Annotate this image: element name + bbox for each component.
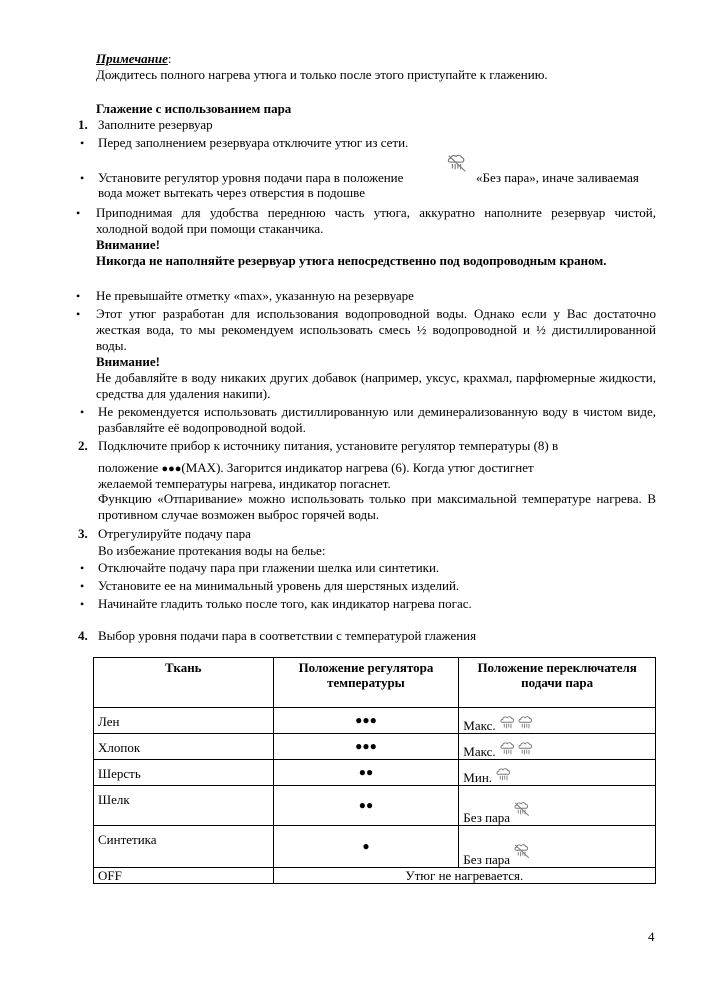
header-steam: Положение переключателя подачи пара xyxy=(459,658,656,708)
fabric-cell: Шелк xyxy=(94,786,274,826)
step-number: 3. xyxy=(78,526,88,541)
bullet: • xyxy=(76,307,81,321)
note-heading: Примечание: xyxy=(96,51,172,66)
temp-cell: ●● xyxy=(273,786,459,826)
bullet: • xyxy=(80,561,85,575)
no-steam-icon xyxy=(446,152,468,174)
step-intro: Во избежание протекания воды на белье: xyxy=(98,543,326,558)
table-row xyxy=(94,826,656,868)
step-title: Отрегулируйте подачу пара xyxy=(98,526,251,541)
bullet-text: Не превышайте отметку «max», указанную на резервуаре xyxy=(96,288,414,303)
steam-icon xyxy=(499,740,517,758)
no-steam-icon xyxy=(513,842,531,860)
bullet: • xyxy=(76,289,81,303)
bullet-text: Отключайте подачу пара при глажении шелка или синтетики. xyxy=(98,560,440,575)
warning-title: Внимание! xyxy=(96,354,160,369)
steam-cell: Без пара xyxy=(459,826,656,868)
step-text: Подключите прибор к источнику питания, установите регулятор температуры (8) в xyxy=(98,438,559,453)
warning-text: Не добавляйте в воду никаких других добавок (например, уксус, крахмал, парфюмерные жидкости, средства для удаления накипи). xyxy=(96,370,656,401)
steam-icon xyxy=(517,740,535,758)
temp-dots: ●●● xyxy=(161,463,182,475)
no-steam-icon xyxy=(513,800,531,818)
bullet-text: Установите ее на минимальный уровень для шерстяных изделий. xyxy=(98,578,460,593)
section-title: Глажение с использованием пара xyxy=(96,101,292,116)
table-header-row xyxy=(94,658,656,708)
header-fabric: Ткань xyxy=(94,658,274,708)
bullet-text: Этот утюг разработан для использования водопроводной воды. Однако если у Вас достаточно жесткая вода, то мы рекомендуем использовать смесь ½ водопроводной и ½ дистиллированной воды. xyxy=(96,306,656,353)
step-number: 4. xyxy=(78,628,88,643)
off-note: Утюг не нагревается. xyxy=(273,868,655,884)
table-row-off xyxy=(94,868,656,884)
steam-cell: Макс. xyxy=(459,708,656,734)
bullet-text: Установите регулятор уровня подачи пара в положение xyxy=(98,170,404,185)
fabric-cell: Шерсть xyxy=(94,760,274,786)
fabric-cell: Лен xyxy=(94,708,274,734)
bullet-text: Приподнимая для удобства переднюю часть утюга, аккуратно наполните резервуар чистой, холодной водой при помощи стаканчика. xyxy=(96,205,656,236)
fabric-cell: Синтетика xyxy=(94,826,274,868)
step-title: Заполните резервуар xyxy=(98,117,213,132)
steam-cell: Без пара xyxy=(459,786,656,826)
bullet: • xyxy=(80,597,85,611)
step-title: Выбор уровня подачи пара в соответствии с температурой глажения xyxy=(98,628,477,643)
fabric-cell: OFF xyxy=(94,868,274,884)
temp-cell: ●● xyxy=(273,760,459,786)
temp-cell: ●●● xyxy=(273,734,459,760)
temp-cell: ●●● xyxy=(273,708,459,734)
step-text: положение ●●●(MAX). Загорится индикатор нагрева (6). Когда утюг достигнет xyxy=(98,460,534,475)
bullet-text: Не рекомендуется использовать дистиллированную или деминерализованную воду в чистом виде, разбавляйте её водопроводной водой. xyxy=(98,404,656,435)
steam-cell: Макс. xyxy=(459,734,656,760)
table-row xyxy=(94,708,656,734)
header-temperature: Положение регулятора температуры xyxy=(273,658,459,708)
steam-settings-table xyxy=(93,657,656,884)
table-row xyxy=(94,786,656,826)
bullet-text: Перед заполнением резервуара отключите утюг из сети. xyxy=(98,135,409,150)
table-row xyxy=(94,734,656,760)
bullet-text-cont: вода может вытекать через отверстия в подошве xyxy=(98,185,365,200)
warning-title: Внимание! xyxy=(96,237,160,252)
steam-cell: Мин. xyxy=(459,760,656,786)
temp-cell: ● xyxy=(273,826,459,868)
warning-text: Никогда не наполняйте резервуар утюга непосредственно под водопроводным краном. xyxy=(96,253,607,268)
bullet: • xyxy=(80,579,85,593)
bullet: • xyxy=(80,136,85,150)
bullet: • xyxy=(80,405,85,419)
bullet: • xyxy=(80,171,85,185)
step-text: Функцию «Отпаривание» можно использовать только при максимальной температуре нагрева. В противном случае возможен выброс горячей воды. xyxy=(98,491,656,522)
note-text: Дождитесь полного нагрева утюга и только после этого приступайте к глажению. xyxy=(96,67,548,82)
bullet: • xyxy=(76,206,81,220)
steam-icon xyxy=(495,766,513,784)
steam-icon xyxy=(517,714,535,732)
table-row xyxy=(94,760,656,786)
step-number: 1. xyxy=(78,117,88,132)
step-text: желаемой температуры нагрева, индикатор погаснет. xyxy=(98,476,391,491)
steam-icon xyxy=(499,714,517,732)
fabric-cell: Хлопок xyxy=(94,734,274,760)
bullet-text-cont: «Без пара», иначе заливаемая xyxy=(476,170,639,185)
page-number: 4 xyxy=(648,929,655,944)
step-number: 2. xyxy=(78,438,88,453)
bullet-text: Начинайте гладить только после того, как индикатор нагрева погас. xyxy=(98,596,472,611)
